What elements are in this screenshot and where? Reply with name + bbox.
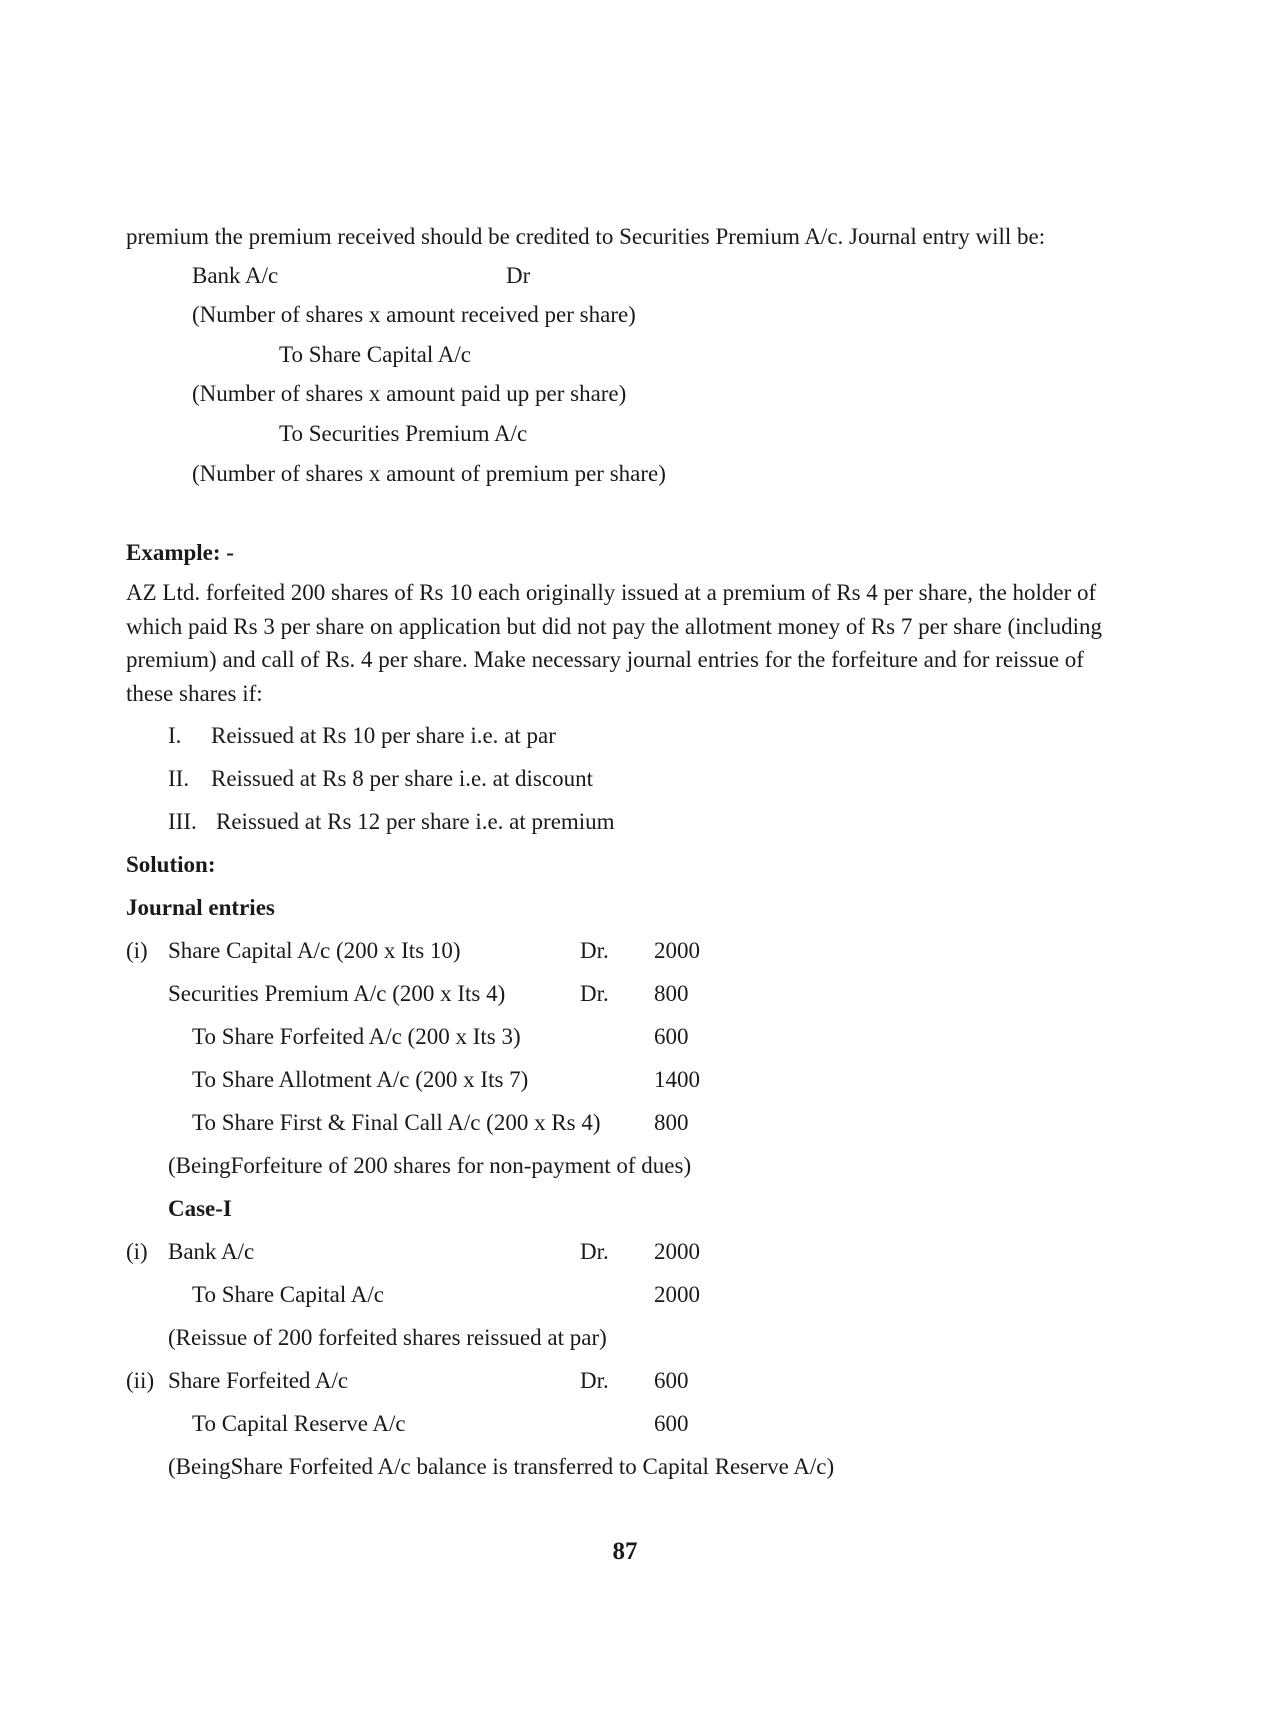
case-1-entry-2-debit-account: Share Forfeited A/c bbox=[168, 1368, 349, 1393]
case-1-entry-1-credit-account: To Share Capital A/c bbox=[192, 1282, 384, 1307]
page-number: 87 bbox=[612, 1538, 638, 1565]
case-1-entry-2-credit-account: To Capital Reserve A/c bbox=[192, 1411, 406, 1436]
case-1-entry-2-dr: Dr. bbox=[580, 1368, 609, 1393]
case-1-entry-2-ref: (ii) bbox=[126, 1368, 155, 1393]
journal-row-account: Share Capital A/c (200 x Its 10) bbox=[168, 938, 461, 963]
case-numeral-3: III. bbox=[168, 809, 197, 834]
journal-row-amount: 600 bbox=[654, 1024, 689, 1049]
case-1-entry-2-debit-amount: 600 bbox=[654, 1368, 689, 1393]
journal-row-account: To Share Allotment A/c (200 x Its 7) bbox=[192, 1067, 529, 1092]
case-text-1: Reissued at Rs 10 per share i.e. at par bbox=[211, 723, 556, 748]
case-text-2: Reissued at Rs 8 per share i.e. at discount bbox=[211, 766, 593, 791]
journal-row-amount: 1400 bbox=[654, 1067, 700, 1092]
journal-row-dr: Dr. bbox=[580, 938, 609, 963]
intro-formula-3: (Number of shares x amount of premium per share) bbox=[192, 461, 666, 486]
intro-to-securities-premium: To Securities Premium A/c bbox=[279, 421, 528, 446]
solution-heading: Solution: bbox=[126, 852, 216, 877]
intro-bank-account: Bank A/c bbox=[192, 263, 279, 288]
case-1-entry-1-credit-amount: 2000 bbox=[654, 1282, 700, 1307]
journal-row-account: Securities Premium A/c (200 x Its 4) bbox=[168, 981, 506, 1006]
example-body: AZ Ltd. forfeited 200 shares of Rs 10 each originally issued at a premium of Rs 4 per share, the holder of which paid Rs 3 per share on application but did not pay the allotment money of Rs 7 per share (including premium) and call of Rs. 4 per share. Make necessary journal entries for the forfeiture and for reissue of these shares if: bbox=[126, 580, 1103, 706]
intro-text: premium the premium received should be credited to Securities Premium A/c. Journal entry will be: bbox=[126, 224, 1046, 249]
journal-row-amount: 800 bbox=[654, 1110, 689, 1135]
case-1-heading: Case-I bbox=[168, 1196, 232, 1221]
case-1-entry-2-narration: (BeingShare Forfeited A/c balance is transferred to Capital Reserve A/c) bbox=[168, 1454, 835, 1479]
case-1-entry-1-debit-account: Bank A/c bbox=[168, 1239, 255, 1264]
journal-row-account: To Share First & Final Call A/c (200 x Rs 4) bbox=[192, 1110, 601, 1135]
journal-row-account: To Share Forfeited A/c (200 x Its 3) bbox=[192, 1024, 521, 1049]
journal-row-dr: Dr. bbox=[580, 981, 609, 1006]
intro-dr-label: Dr bbox=[506, 263, 531, 288]
case-numeral-1: I. bbox=[168, 723, 182, 748]
case-1-entry-1-debit-amount: 2000 bbox=[654, 1239, 700, 1264]
case-text-3: Reissued at Rs 12 per share i.e. at premium bbox=[216, 809, 615, 834]
case-1-entry-1-ref: (i) bbox=[126, 1239, 148, 1264]
example-heading: Example: - bbox=[126, 540, 234, 565]
case-1-entry-1-dr: Dr. bbox=[580, 1239, 609, 1264]
journal-entries-heading: Journal entries bbox=[126, 895, 275, 920]
case-1-entry-1-narration: (Reissue of 200 forfeited shares reissued at par) bbox=[168, 1325, 607, 1350]
case-1-entry-2-credit-amount: 600 bbox=[654, 1411, 689, 1436]
intro-to-share-capital: To Share Capital A/c bbox=[279, 342, 471, 367]
forfeiture-narration: (BeingForfeiture of 200 shares for non-payment of dues) bbox=[168, 1153, 692, 1178]
case-numeral-2: II. bbox=[168, 766, 190, 791]
forfeiture-ref: (i) bbox=[126, 938, 148, 963]
intro-formula-1: (Number of shares x amount received per share) bbox=[192, 302, 636, 327]
intro-formula-2: (Number of shares x amount paid up per share) bbox=[192, 381, 627, 406]
journal-row-amount: 800 bbox=[654, 981, 689, 1006]
journal-row-amount: 2000 bbox=[654, 938, 700, 963]
